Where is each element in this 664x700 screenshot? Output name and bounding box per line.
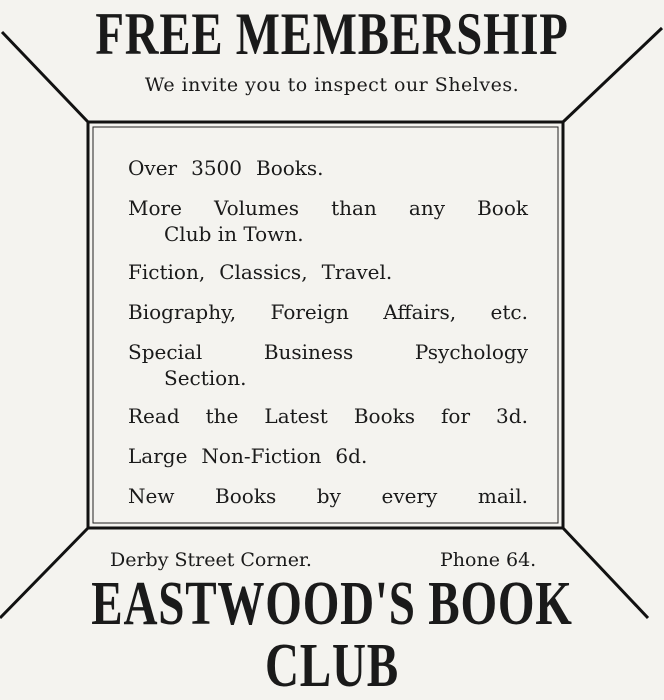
feature-line <box>128 296 528 328</box>
feature-word: Travel. <box>321 260 393 284</box>
feature-word: Books <box>215 484 277 508</box>
feature-word: the <box>205 404 239 428</box>
frame-diagonal-bottom-left <box>0 528 88 618</box>
feature-word: New <box>128 484 175 508</box>
features-list <box>128 152 528 520</box>
tagline: We invite you to inspect our Shelves. <box>144 74 520 96</box>
feature-word: Classics, <box>219 260 308 284</box>
feature-word: Fiction, <box>128 260 206 284</box>
feature-word: 3d. <box>496 404 528 428</box>
feature-word: Over <box>128 156 178 180</box>
feature-item <box>128 256 528 288</box>
feature-word: Psychology <box>414 340 528 364</box>
feature-word: Foreign <box>270 300 349 324</box>
feature-item <box>128 480 528 512</box>
club-name: EASTWOOD'S BOOK CLUB <box>91 570 573 700</box>
feature-line <box>128 152 528 184</box>
feature-word: Read <box>128 404 180 428</box>
feature-item <box>128 400 528 432</box>
feature-line <box>128 440 528 472</box>
feature-word: Special <box>128 340 203 364</box>
feature-word: Non-Fiction <box>201 444 322 468</box>
feature-item <box>128 336 528 392</box>
feature-word: by <box>316 484 341 508</box>
feature-word: Books. <box>256 156 324 180</box>
feature-word: Biography, <box>128 300 237 324</box>
feature-line <box>128 400 528 432</box>
feature-item <box>128 192 528 248</box>
feature-word: etc. <box>490 300 528 324</box>
feature-word: Affairs, <box>383 300 457 324</box>
feature-line <box>128 256 528 288</box>
feature-item <box>128 296 528 328</box>
feature-item <box>128 440 528 472</box>
feature-word: 3500 <box>191 156 242 180</box>
feature-word: Book <box>477 196 528 220</box>
feature-word: Volumes <box>214 196 299 220</box>
feature-word: 6d. <box>335 444 368 468</box>
feature-continuation: Section. <box>164 366 247 390</box>
feature-word: Latest <box>264 404 328 428</box>
headline: FREE MEMBERSHIP <box>95 1 569 67</box>
feature-word: Business <box>263 340 354 364</box>
feature-line <box>128 480 528 512</box>
feature-word: mail. <box>477 484 528 508</box>
feature-word: any <box>408 196 445 220</box>
feature-word: every <box>381 484 438 508</box>
feature-word: Large <box>128 444 188 468</box>
feature-word: Books <box>353 404 415 428</box>
feature-word: for <box>441 404 471 428</box>
feature-item <box>128 152 528 184</box>
feature-word: More <box>128 196 182 220</box>
phone-number: Phone 64. <box>440 549 537 571</box>
feature-word: than <box>331 196 377 220</box>
street-address: Derby Street Corner. <box>110 549 312 571</box>
feature-continuation: Club in Town. <box>164 222 304 246</box>
